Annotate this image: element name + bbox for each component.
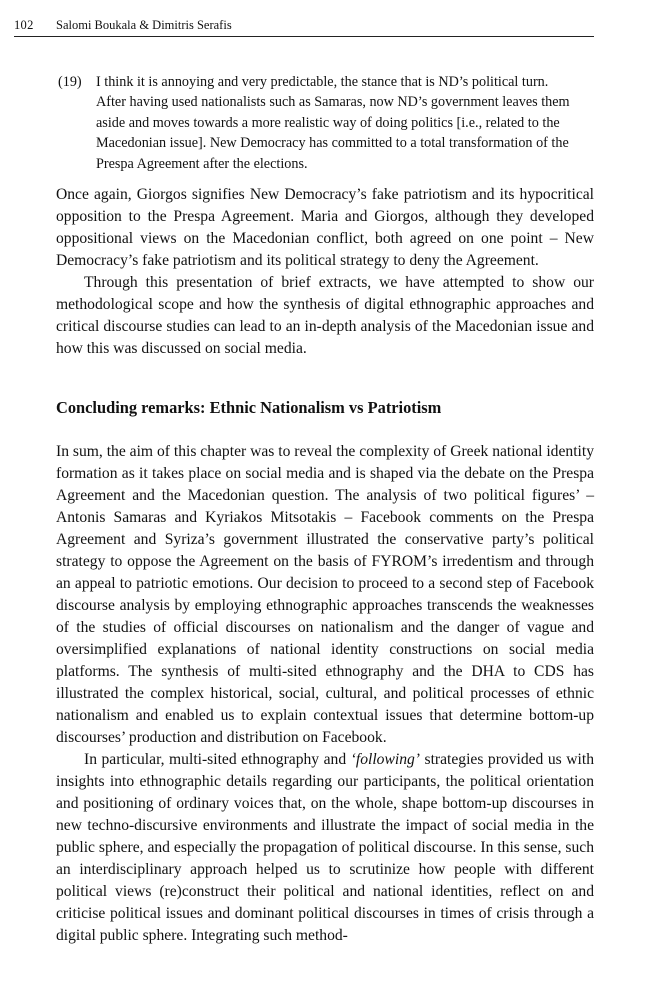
running-header-authors: Salomi Boukala & Dimitris Serafis bbox=[56, 18, 232, 32]
italic-term: ‘following’ bbox=[350, 751, 420, 768]
page-number: 102 bbox=[14, 18, 34, 32]
paragraph-text-end: strategies provided us with insights into ethnographic details regarding our participants, the political orientation and positioning of ordinary voices that, on the whole, shape bottom-up discourses in new techno-discursive environments and illustrate the impact of social media in the public sphere, and especially the propagation of political discourse. In this sense, such an interdisciplinary approach helped us to scrutinize how people with different political views (re)construct their political and national identities, reflect on and criticise political issues and dominant political discourses in times of crisis through a digital public sphere. Integrating such method- bbox=[56, 751, 594, 944]
running-header bbox=[14, 14, 594, 37]
example-number: (19) bbox=[58, 74, 82, 90]
paragraph: Through this presentation of brief extracts, we have attempted to show our methodological scope and how the synthesis of digital ethnographic approaches and critical discourse studies can lead to an in-depth analysis of the Macedonian issue and how this was discussed on social media. bbox=[56, 274, 594, 357]
body-text-before-section bbox=[56, 184, 594, 360]
body-text-section bbox=[56, 441, 594, 947]
quote-text: I think it is annoying and very predictable, the stance that is ND’s political turn. After having used nationalists such as Samaras, now ND’s government leaves them aside and moves towards a more realistic way of doing politics [i.e., related to the Macedonian issue]. New Democracy has committed to a total transformation of the Prespa Agreement after the elections. bbox=[96, 74, 570, 172]
paragraph: Once again, Giorgos signifies New Democracy’s fake patriotism and its hypocritical opposition to the Prespa Agreement. Maria and Giorgos, although they developed oppositional views on the Macedonian conflict, both agreed on one point – New Democracy’s fake patriotism and its political strategy to deny the Agreement. bbox=[56, 186, 594, 269]
paragraph bbox=[56, 749, 594, 947]
section-heading: Concluding remarks: Ethnic Nationalism vs Patriotism bbox=[56, 398, 442, 417]
paragraph: In sum, the aim of this chapter was to reveal the complexity of Greek national identity formation as it takes place on social media and is shaped via the debate on the Prespa Agreement and the Macedonian question. The analysis of two political figures’ – Antonis Samaras and Kyriakos Mitsotakis – Facebook comments on the Prespa Agreement and Syriza’s government illustrated the conservative party’s political strategy to oppose the Agreement on the basis of FYROM’s irredentism and through an appeal to patriotic emotions. Our decision to proceed to a second step of Facebook discourse analysis by employing ethnographic approaches transcends the weaknesses of the studies of official discourses on nationalism and the danger of vague and oversimplified explanations of national identity constructions on social media platforms. The synthesis of multi-sited ethnography and the DHA to CDS has illustrated the complex historical, social, cultural, and political processes of ethnic nationalism and enabled us to explain contextual issues that determine bottom-up discourses’ production and distribution on Facebook. bbox=[56, 443, 594, 746]
paragraph-text-start: In particular, multi-sited ethnography and bbox=[84, 751, 351, 768]
block-quote bbox=[58, 72, 578, 174]
